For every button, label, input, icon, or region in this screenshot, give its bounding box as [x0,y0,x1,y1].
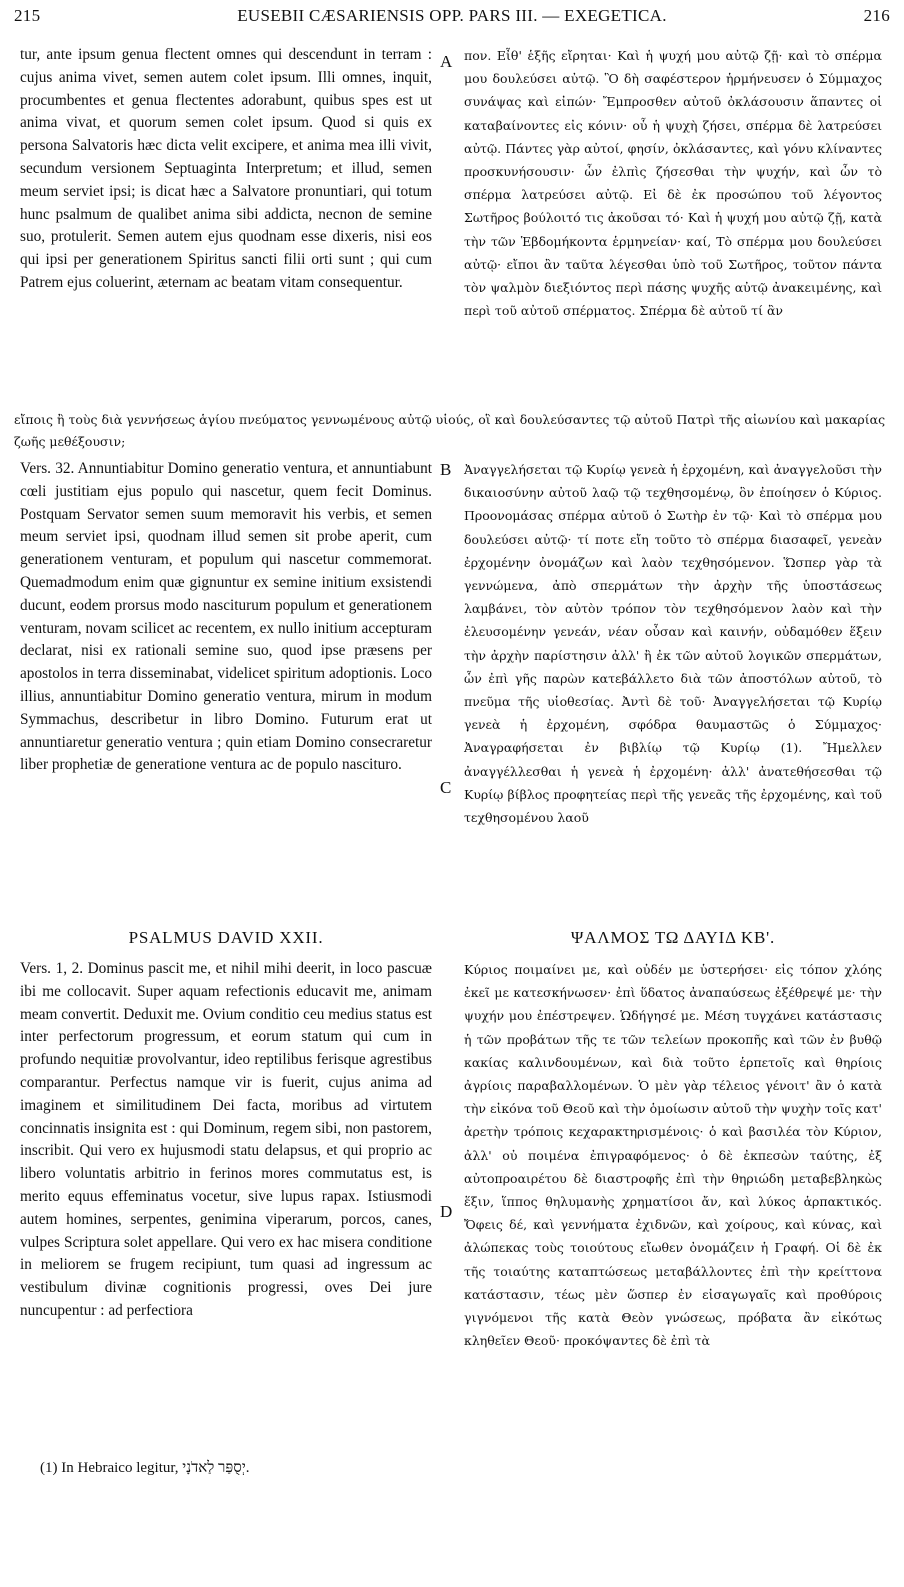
margin-marker-c: C [440,778,452,797]
greek-section-title: ΨΑΛΜΟΣ ΤΩ ΔΑΥΙΔ ΚΒ'. [570,928,776,947]
greek-column-block-2 [464,458,882,829]
running-title: EUSEBII CÆSARIENSIS OPP. PARS III. — EXEGETICA. [237,6,667,25]
latin-column-block-3 [20,958,432,1323]
page-number-right: 216 [863,6,890,25]
latin-section-title: PSALMUS DAVID XXII. [128,928,324,947]
latin-paragraph: Vers. 32. Annuntiabitur Domino generatio ventura, et annuntiabunt cœli justitiam ejus populo qui nascetur, quem fecit Dominus. Postquam Servator semen suum memoravit his verbis, et semen meum serviet ipsi, quodnam illud semen sit probe aperit, cum generationem venturam, et populum qui nascetur commemorat. Quemadmodum enim quæ gignuntur ex semine initium exsistendi ducunt, eodem prorsus modo nasciturum populum et generationem venturam, novam scilicet ac recentem, ex nullo initium accepturam declarat, nisi ex rationali semine suo, quod ipse præsens per apostolos in terra disseminabat, videlicet spiritum adoptionis. Loco illius, annuntiabitur Domino generatio ventura, mirum in modum Symmachus, describetur in libro Domino. Futurum erat ut annuntiaretur generatio ventura ; quin etiam Domino consecraretur liber prophetiæ de generatione ventura ac de populo nascituro. [20,460,432,774]
latin-column-block-1 [20,44,432,295]
greek-column-block-1 [464,44,882,322]
greek-paragraph: πον. Εἶθ' ἑξῆς εἴρηται· Καὶ ἡ ψυχή μου αὐτῷ ζῇ· καὶ τὸ σπέρμα μου δουλεύσει αὐτῷ. Ὃ δὴ σαφέστερον ἡρμήνευσεν ὁ Σύμμαχος συνάψας καὶ εἰπών· Ἔμπροσθεν αὐτοῦ ὀκλάσουσιν ἅπαντες οἱ καταβαίνοντες εἰς κόνιν· οὗ ἡ ψυχὴ ζήσει, σπέρμα δὲ λατρεύσει αὐτῷ. Πάντες γὰρ αὐτοί, φησίν, ὀκλάσαντες, καὶ γόνυ κλίναντες προσκυνήσουσιν· ὧν ἐλπὶς ζήσεσθαι τὴν ψυχήν, καὶ ὧν τὸ σπέρμα λατρεύσει αὐτῷ. Εἰ δὲ ἐκ προσώπου τοῦ λέγοντος Σωτῆρος βούλοιτό τις ἀκοῦσαι τό· Καὶ ἡ ψυχή μου αὐτῷ ζῇ, κατὰ τὴν τῶν Ἑβδομήκοντα ἑρμηνείαν· καί, Τὸ σπέρμα μου δουλεύσει αὐτῷ· εἴποι ἂν ταῦτα λέγεσθαι ὑπὸ τοῦ Σωτῆρος, τοῦτον πάντα τὸν ψαλμὸν διεξιόντος περὶ πάσης ψυχῆς αὐτῷ ἀνακειμένης, καὶ περὶ τοῦ αὐτοῦ σπέρματος. Σπέρμα δὲ αὐτοῦ τί ἂν [464,48,882,319]
greek-paragraph: Κύριος ποιμαίνει με, καὶ οὐδέν με ὑστερήσει· εἰς τόπον χλόης ἐκεῖ με κατεσκήνωσεν· ἐπὶ ὕδατος ἀναπαύσεως ἐξέθρεψέ με· τὴν ψυχήν μου ἐπέστρεψεν. Ὡδήγησέ με. Μέση τυγχάνει κατάστασις ἡ τῶν προβάτων τῆς τε τῶν τελείων προκοπῆς καὶ τῶν ἐν βυθῷ κακίας καλινδουμένων, καὶ διὰ τοῦτο ἑρπετοῖς καὶ θηρίοις ἀγρίοις παραβαλλομένων. Ὁ μὲν γὰρ τέλειος γένοιτ' ἂν ὁ κατὰ τὴν εἰκόνα τοῦ Θεοῦ καὶ τὴν ὁμοίωσιν αὐτοῦ τὴν ψυχὴν τοῖς κατ' ἀρετὴν τρόποις κεχαρακτηρισμένοις· ὁ καὶ βασιλέα τὸν Κύριον, ἀλλ' οὐ ποιμένα ἐπιγραφόμενος· ὁ δὲ ἐκπεσὼν ταύτης, ἐξ αὐτοπροαιρέτου δὲ διαστροφῆς ἐπὶ τὴν θηριώδη μεταβεβληκὼς ἕξιν, ἵππος θηλυμανὴς χρηματίσοι ἄν, καὶ λύκος ἁρπακτικός. Ὄφεις δέ, καὶ γεννήματα ἐχιδνῶν, καὶ χοίρους, καὶ κύνας, καὶ ἀλώπεκας τοὺς τοιούτους εἴωθεν ὀνομάζειν ἡ Γραφή. Οἱ δὲ ἐκ τῆς τοιαύτης καταπτώσεως μεταβάλλοντες ἐπὶ τὴν κρείττονα κατάστασιν, τέως μὲν ὥσπερ ἐν εἰσαγωγαῖς καὶ προθύροις γιγνόμενοι τῆς κατὰ Θεὸν γνώσεως, πρόβατα ἂν εἰκότως κληθεῖεν Θεοῦ· προκόψαντες δὲ ἐπὶ τὰ [464,962,882,1349]
greek-column-block-3 [464,958,882,1352]
greek-paragraph: εἴποις ἢ τοὺς διὰ γεννήσεως ἁγίου πνεύματος γεννωμένους αὐτῷ υἱούς, οἳ καὶ δουλεύσαντες τῷ αὐτοῦ Πατρὶ τῆς αἰωνίου καὶ μακαρίας ζωῆς μεθέξουσιν; [14,412,886,449]
latin-paragraph: tur, ante ipsum genua flectent omnes qui descendunt in terram : cujus anima vivet, semen autem colet ipsum. Illi omnes, inquit, procumbentes et genua flectentes adorabunt, quibus spes est ut anima vivat, et quorum semen colet ipsum. Quod si quis ex persona Salvatoris hæc dicta velit excipere, et anima mea illi vivit, secundum versionem Septuaginta Interpretum; et illud, semen meum serviet ipsi; is dicat hæc a Salvatore pronuntiari, qui totum hunc psalmum de qualibet anima sibi addicta, necnon de semine suo, protulerit. Semen autem ejus quodnam esse dixeris, nisi eos qui ipsi per generationem Spiritus sancti filii orti sunt ; qui cum Patrem ejus coluerint, æternam ac beatam vitam consequentur. [20,46,432,291]
running-header [14,6,890,32]
greek-full-width-line [14,409,886,453]
margin-marker-a: A [440,52,453,71]
latin-column-block-2 [20,458,432,777]
latin-paragraph: Vers. 1, 2. Dominus pascit me, et nihil mihi deerit, in loco pascuæ ibi me collocavit. Super aquam refectionis educavit me, animam meam convertit. Deduxit me. Ovium conditio ceu medius status est inter perfectorum progressum, et eorum statum qui cum in profundo nequitiæ provolvantur, ideo reptilibus ferisque agrestibus comparantur. Perfectus namque vir is fuerit, cujus anima ad imaginem et similitudinem Dei facta, moribus ad virtutem concinnatis insignita est : qui Dominum, regem sibi, non pastorem, inscribit. Qui vero ex hujusmodi statu delapsus, et qui proprio ac libero voluntatis arbitrio in ferinos mores commutatus est, is merito equus effeminatus vocetur, sive lupus rapax. Istiusmodi autem homines, serpentes, genimina viperarum, porcos, canes, vulpes Scriptura solet appellare. Qui vero ex hac misera conditione in meliorem se frugem recipiunt, tum quasi ad ingressum ac vestibulum divinæ cognitionis progressi, oves Dei jure nuncupentur : ad perfectiora [20,960,432,1319]
margin-marker-b: B [440,460,452,479]
greek-paragraph: Ἀναγγελήσεται τῷ Κυρίῳ γενεὰ ἡ ἐρχομένη, καὶ ἀναγγελοῦσι τὴν δικαιοσύνην αὐτοῦ λαῷ τῷ τεχθησομένῳ, ὃν ἐποίησεν ὁ Κύριος. Προονομάσας σπέρμα αὐτοῦ ὁ Σωτὴρ ἐν τῷ· Καὶ τὸ σπέρμα μου δουλεύσει αὐτῷ· τί ποτε εἴη τοῦτο τὸ σπέρμα διασαφεῖ, γενεὰν ἐρχομένην ὀνομάζων καὶ λαὸν τεχθησόμενον. Ὥσπερ γὰρ τὰ γεννώμενα, ἀπὸ σπερμάτων τὴν ἀρχὴν τῆς ὑποστάσεως λαμβάνει, τὸν αὐτὸν τρόπον τὸν τεχθησόμενον λαὸν καὶ τὴν ἐλευσομένην γενεάν, νέαν οὖσαν καὶ καινήν, οὐδαμόθεν ἕξειν τὴν ἀρχὴν παρίστησιν ἀλλ' ἢ ἐκ τῶν αὐτοῦ λογικῶν σπερμάτων, ὧν ἐπὶ γῆς παρὼν κατεβάλλετο διὰ τῶν ἀποστόλων αὐτοῦ, τὸ πνεῦμα τῆς υἱοθεσίας. Ἀντὶ δὲ τοῦ· Ἀναγγελήσεται τῷ Κυρίῳ γενεὰ ἡ ἐρχομένη, σφόδρα θαυμαστῶς ὁ Σύμμαχος· Ἀναγραφήσεται ἐν βιβλίῳ τῷ Κυρίῳ (1). Ἤμελλεν ἀναγγέλλεσθαι ἡ γενεὰ ἡ ἐρχομένη· ἀλλ' ἀνατεθήσεσθαι τῷ Κυρίῳ βίβλος προφητείας περὶ τῆς γενεᾶς τῆς ἐρχομένης, καὶ τοῦ τεχθησομένου λαοῦ [464,462,882,826]
page-number-left: 215 [14,6,41,25]
footnote: (1) In Hebraico legitur, יְסֻפַּר לַאדֹנָי. [40,1460,250,1476]
margin-marker-d: D [440,1202,453,1221]
